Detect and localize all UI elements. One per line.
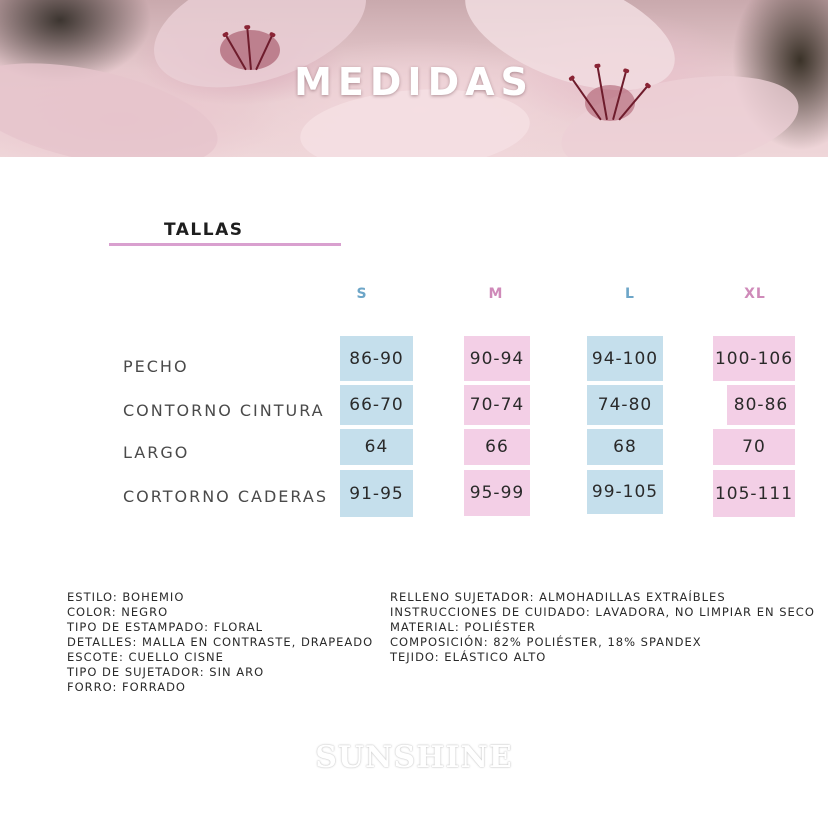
detail-escote: ESCOTE: CUELLO CISNE xyxy=(67,650,224,664)
page-title: MEDIDAS xyxy=(294,60,534,104)
cell-pecho-l: 94-100 xyxy=(587,336,663,381)
detail-instrucciones: INSTRUCCIONES DE CUIDADO: LAVADORA, NO LIMPIAR EN SECO xyxy=(390,605,815,619)
cell-pecho-m: 90-94 xyxy=(464,336,530,381)
detail-sujetador: TIPO DE SUJETADOR: SIN ARO xyxy=(67,665,265,679)
row-label-pecho: PECHO xyxy=(123,357,189,376)
cell-caderas-xl: 105-111 xyxy=(713,470,795,517)
detail-material: MATERIAL: POLIÉSTER xyxy=(390,620,537,634)
detail-tejido: TEJIDO: ELÁSTICO ALTO xyxy=(390,650,547,664)
detail-estampado: TIPO DE ESTAMPADO: FLORAL xyxy=(67,620,264,634)
detail-composicion: COMPOSICIÓN: 82% POLIÉSTER, 18% SPANDEX xyxy=(390,635,702,649)
size-header-m: M xyxy=(488,286,504,302)
row-label-contorno-cintura: CONTORNO CINTURA xyxy=(123,401,325,420)
details-right xyxy=(390,590,815,665)
cell-cintura-xl: 80-86 xyxy=(727,385,795,425)
detail-detalles: DETALLES: MALLA EN CONTRASTE, DRAPEADO xyxy=(67,635,374,649)
cell-pecho-xl: 100-106 xyxy=(713,336,795,381)
cell-cintura-s: 66-70 xyxy=(340,385,413,425)
details-left xyxy=(67,590,373,695)
row-label-cortorno-caderas: CORTORNO CADERAS xyxy=(123,487,328,506)
detail-relleno: RELLENO SUJETADOR: ALMOHADILLAS EXTRAÍBLES xyxy=(390,590,726,604)
cell-cintura-m: 70-74 xyxy=(464,385,530,425)
cell-largo-s: 64 xyxy=(340,429,413,465)
header-banner xyxy=(0,0,828,157)
cell-caderas-l: 99-105 xyxy=(587,470,663,514)
cell-largo-m: 66 xyxy=(464,429,530,465)
size-header-xl: XL xyxy=(744,286,766,302)
cell-pecho-s: 86-90 xyxy=(340,336,413,381)
cell-largo-l: 68 xyxy=(587,429,663,465)
cell-caderas-s: 91-95 xyxy=(340,470,413,517)
tallas-underline xyxy=(109,243,341,246)
cell-caderas-m: 95-99 xyxy=(464,470,530,516)
tallas-heading: TALLAS xyxy=(164,220,244,240)
cell-cintura-l: 74-80 xyxy=(587,385,663,425)
row-label-largo: LARGO xyxy=(123,443,190,462)
detail-estilo: ESTILO: BOHEMIO xyxy=(67,590,185,604)
cell-largo-xl: 70 xyxy=(713,429,795,465)
size-header-l: L xyxy=(625,286,635,302)
detail-color: COLOR: NEGRO xyxy=(67,605,169,619)
size-header-s: S xyxy=(356,286,368,302)
sunshine-watermark: SUNSHINE xyxy=(315,740,513,775)
detail-forro: FORRO: FORRADO xyxy=(67,680,186,694)
